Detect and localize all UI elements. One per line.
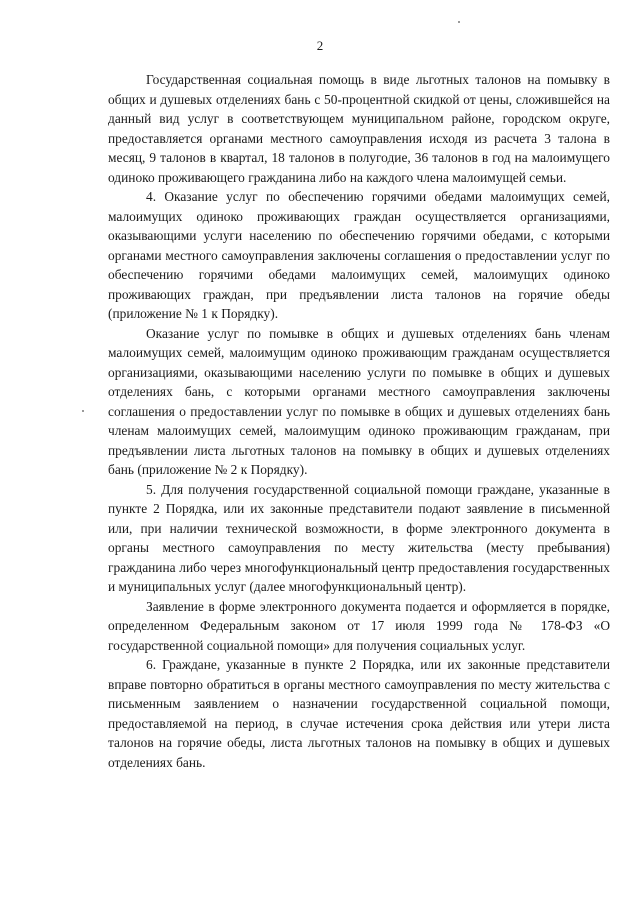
scan-speck xyxy=(458,21,460,23)
document-body xyxy=(108,70,610,772)
paragraph-item-5-application: 5. Для получения государственной социальной помощи граждане, указанные в пункте 2 Порядка, или их законные представители подают заявление в письменной или, при наличии технической возможности, в форме электронного документа в органы местного самоуправления по месту жительства (месту пребывания) гражданина либо через многофункциональный центр предоставления государственных и муниципальных услуг (далее многофункциональный центр). xyxy=(108,481,610,594)
paragraph-item-4-hot-meals: 4. Оказание услуг по обеспечению горячими обедами малоимущих семей, малоимущих одиноко проживающих граждан осуществляется организациями, оказывающими услуги населению по обеспечению горячими обедами, с которыми органами местного самоуправления заключены соглашения о предоставлении услуг по обеспечению горячими обедами малоимущих семей, малоимущих одиноко проживающих граждан, при предъявлении листа талонов на горячие обеды (приложение № 1 к Порядку). xyxy=(108,189,610,321)
paragraph-item-6-repeat-application: 6. Граждане, указанные в пункте 2 Порядка, или их законные представители вправе повторно обратиться в органы местного самоуправления по месту жительства с письменным заявлением о назначении государственной социальной помощи, предоставляемой на период, в случае истечения срока действия или утери листа талонов на горячие обеды, листа льготных талонов на помывку в общих и душевых отделениях бань. xyxy=(108,657,610,770)
paragraph-bath-tickets: Государственная социальная помощь в виде льготных талонов на помывку в общих и душевых отделениях бань с 50-процентной скидкой от цены, сложившейся на данный вид услуг в соответствующем муниципальном районе, городском округе, предоставляется органами местного самоуправления исходя из расчета 3 талона в месяц, 9 талонов в квартал, 18 талонов в полугодие, 36 талонов в год на малоимущего одиноко проживающего гражданина либо на каждого члена малоимущей семьи. xyxy=(108,72,610,185)
paragraph-electronic-application: Заявление в форме электронного документа подается и оформляется в порядке, определенном Федеральным законом от 17 июля 1999 года № 178-ФЗ «О государственной социальной помощи» для получения социальных услуг. xyxy=(108,598,610,653)
paragraph-bath-services: Оказание услуг по помывке в общих и душевых отделениях бань членам малоимущих семей, малоимущим одиноко проживающим гражданам осуществляется организациями, оказывающими населению услуги по помывке в общих и душевых отделениях бань, с которыми органами местного самоуправления заключены соглашения о предоставлении услуг по помывке в общих и душевых отделениях бань членам малоимущих семей, малоимущим одиноко проживающим гражданам, при предъявлении листа льготных талонов на помывку в общих и душевых отделениях бань (приложение № 2 к Порядку). xyxy=(108,325,610,477)
scan-speck xyxy=(82,410,84,412)
page-number: 2 xyxy=(316,38,324,53)
